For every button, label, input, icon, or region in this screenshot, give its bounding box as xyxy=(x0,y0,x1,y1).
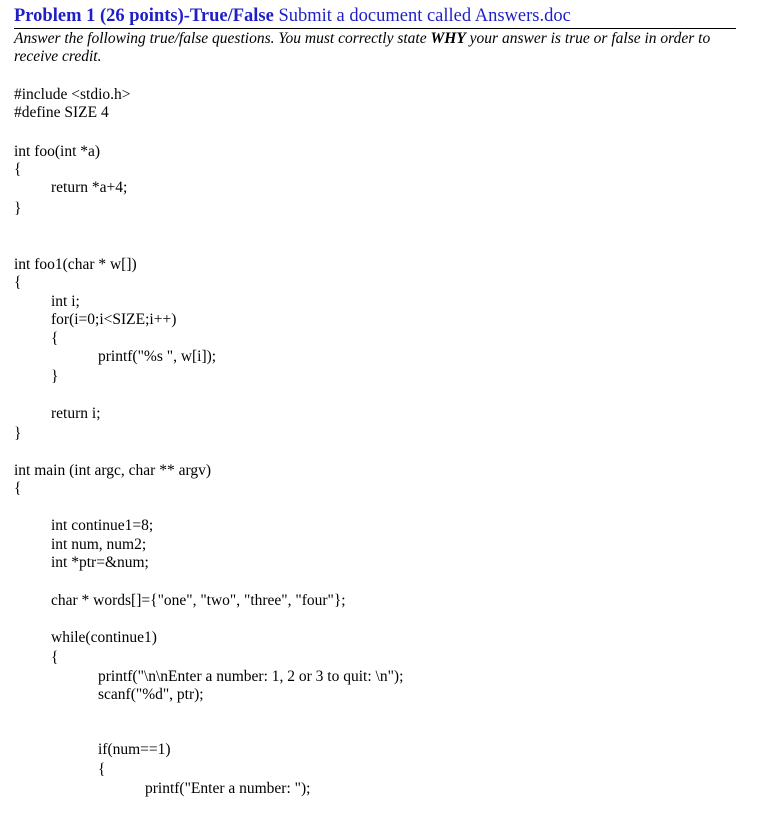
code-line: int foo(int *a) xyxy=(14,143,101,160)
code-line: int i; xyxy=(51,293,80,310)
code-line: { xyxy=(98,761,106,778)
code-line: scanf("%d", ptr); xyxy=(98,686,204,703)
instructions-emphasis: WHY xyxy=(430,30,466,47)
code-line: } xyxy=(51,368,59,385)
code-line: for(i=0;i<SIZE;i++) xyxy=(51,311,177,328)
code-line: int continue1=8; xyxy=(51,517,154,534)
instructions-text-2: your answer is true or false in order to receive credit. xyxy=(14,30,711,65)
code-line: #define SIZE 4 xyxy=(14,104,109,121)
code-line: while(continue1) xyxy=(51,629,157,646)
code-line: { xyxy=(51,649,59,666)
code-line: return i; xyxy=(51,405,101,422)
code-line: printf("%s ", w[i]); xyxy=(98,348,217,365)
code-line: } xyxy=(14,200,22,217)
code-line: { xyxy=(51,330,59,347)
code-line: { xyxy=(14,274,22,291)
code-line: int main (int argc, char ** argv) xyxy=(14,462,211,479)
code-line: { xyxy=(14,480,22,497)
code-line: int num, num2; xyxy=(51,536,147,553)
problem-subtitle: Submit a document called Answers.doc xyxy=(273,6,571,26)
code-line: #include <stdio.h> xyxy=(14,86,131,103)
code-line: int *ptr=&num; xyxy=(51,554,149,571)
code-line: printf("\n\nEnter a number: 1, 2 or 3 to quit: \n"); xyxy=(98,668,404,685)
code-line: { xyxy=(14,161,22,178)
code-line: printf("Enter a number: "); xyxy=(145,780,311,797)
code-line: return *a+4; xyxy=(51,179,128,196)
code-line: if(num==1) xyxy=(98,741,171,758)
problem-title: Problem 1 (26 points)-True/False xyxy=(14,6,274,26)
code-line: int foo1(char * w[]) xyxy=(14,256,137,273)
instructions-text-1: Answer the following true/false questions. You must correctly state xyxy=(14,30,431,47)
code-line: char * words[]={"one", "two", "three", "four"}; xyxy=(51,592,346,609)
code-line: } xyxy=(14,425,22,442)
